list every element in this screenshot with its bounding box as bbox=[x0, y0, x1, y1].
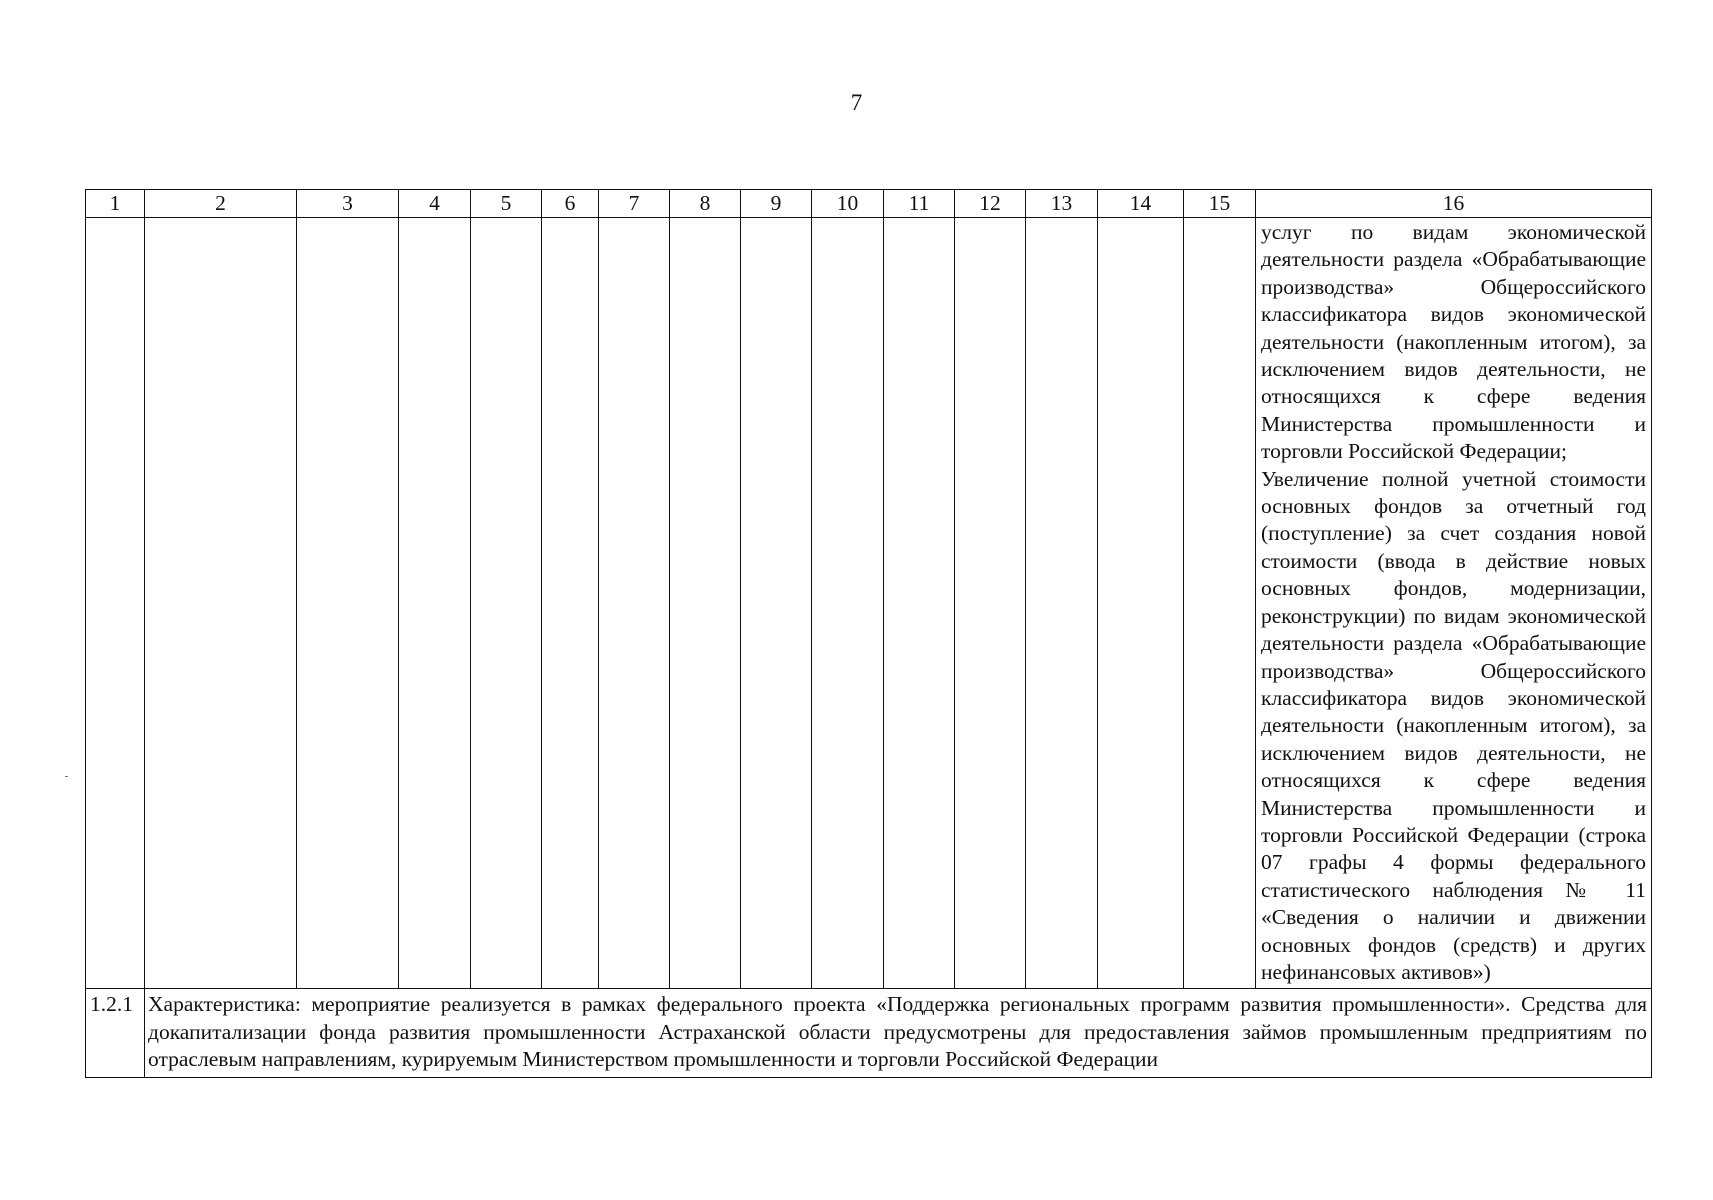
empty-cell bbox=[471, 218, 542, 989]
measure-description-text: Характеристика: мероприятие реализуется в рамках федерального проекта «Поддержка региональных программ развития промышленности». Средства для докапитализации фонда развития промышленности Астраханской области предусмотрены для предоставления займов промышленным предприятиям по отраслевым направлениям, курируемым Министерством промышленности и торговли Российской Федерации bbox=[148, 992, 1647, 1072]
empty-cell bbox=[399, 218, 471, 989]
column-number-10: 10 bbox=[812, 190, 884, 218]
indicator-description-text: услуг по видам экономической деятельности раздела «Обрабатывающие производства» Общероссийского классификатора видов экономической деятельности (накопленным итогом), за исключением видов деятельности, не относящихся к сфере ведения Министерства промышленности и торговли Российской Федерации; Увеличение полной учетной стоимости основных фондов за отчетный год (поступление) за счет создания новой стоимости (ввода в действие новых основных фондов, модернизации, реконструкции) по видам экономической деятельности раздела «Обрабатывающие производства» Общероссийского классификатора видов экономической деятельности (накопленным итогом), за исключением видов деятельности, не относящихся к сфере ведения Министерства промышленности и торговли Российской Федерации (строка 07 графы 4 формы федерального статистического наблюдения № 11 «Сведения о наличии и движении основных фондов (средств) и других нефинансовых активов») bbox=[1261, 220, 1646, 984]
measures-table bbox=[85, 189, 1652, 1078]
empty-cell bbox=[670, 218, 741, 989]
column-number-15: 15 bbox=[1184, 190, 1256, 218]
column-number-14: 14 bbox=[1098, 190, 1184, 218]
measure-row bbox=[86, 989, 1652, 1078]
column-number-9: 9 bbox=[741, 190, 812, 218]
column-number-3: 3 bbox=[297, 190, 399, 218]
empty-cell bbox=[1026, 218, 1098, 989]
empty-cell bbox=[542, 218, 599, 989]
column-number-16: 16 bbox=[1256, 190, 1652, 218]
column-number-row bbox=[86, 190, 1652, 218]
empty-cell bbox=[599, 218, 670, 989]
measure-description-cell bbox=[145, 989, 1652, 1078]
empty-cell bbox=[884, 218, 955, 989]
indicator-description-cell bbox=[1256, 218, 1652, 989]
column-number-4: 4 bbox=[399, 190, 471, 218]
column-number-12: 12 bbox=[955, 190, 1026, 218]
measure-code: 1.2.1 bbox=[86, 989, 145, 1078]
column-number-2: 2 bbox=[145, 190, 297, 218]
column-number-6: 6 bbox=[542, 190, 599, 218]
page-number: 7 bbox=[850, 90, 863, 115]
empty-cell bbox=[86, 218, 145, 989]
column-number-8: 8 bbox=[670, 190, 741, 218]
empty-cell bbox=[741, 218, 812, 989]
column-number-11: 11 bbox=[884, 190, 955, 218]
empty-cell bbox=[1098, 218, 1184, 989]
scan-dot bbox=[65, 776, 68, 777]
empty-cell bbox=[145, 218, 297, 989]
empty-cell bbox=[955, 218, 1026, 989]
column-number-13: 13 bbox=[1026, 190, 1098, 218]
empty-cell bbox=[1184, 218, 1256, 989]
continuation-row bbox=[86, 218, 1652, 989]
empty-cell bbox=[297, 218, 399, 989]
empty-cell bbox=[812, 218, 884, 989]
column-number-7: 7 bbox=[599, 190, 670, 218]
column-number-1: 1 bbox=[86, 190, 145, 218]
column-number-5: 5 bbox=[471, 190, 542, 218]
